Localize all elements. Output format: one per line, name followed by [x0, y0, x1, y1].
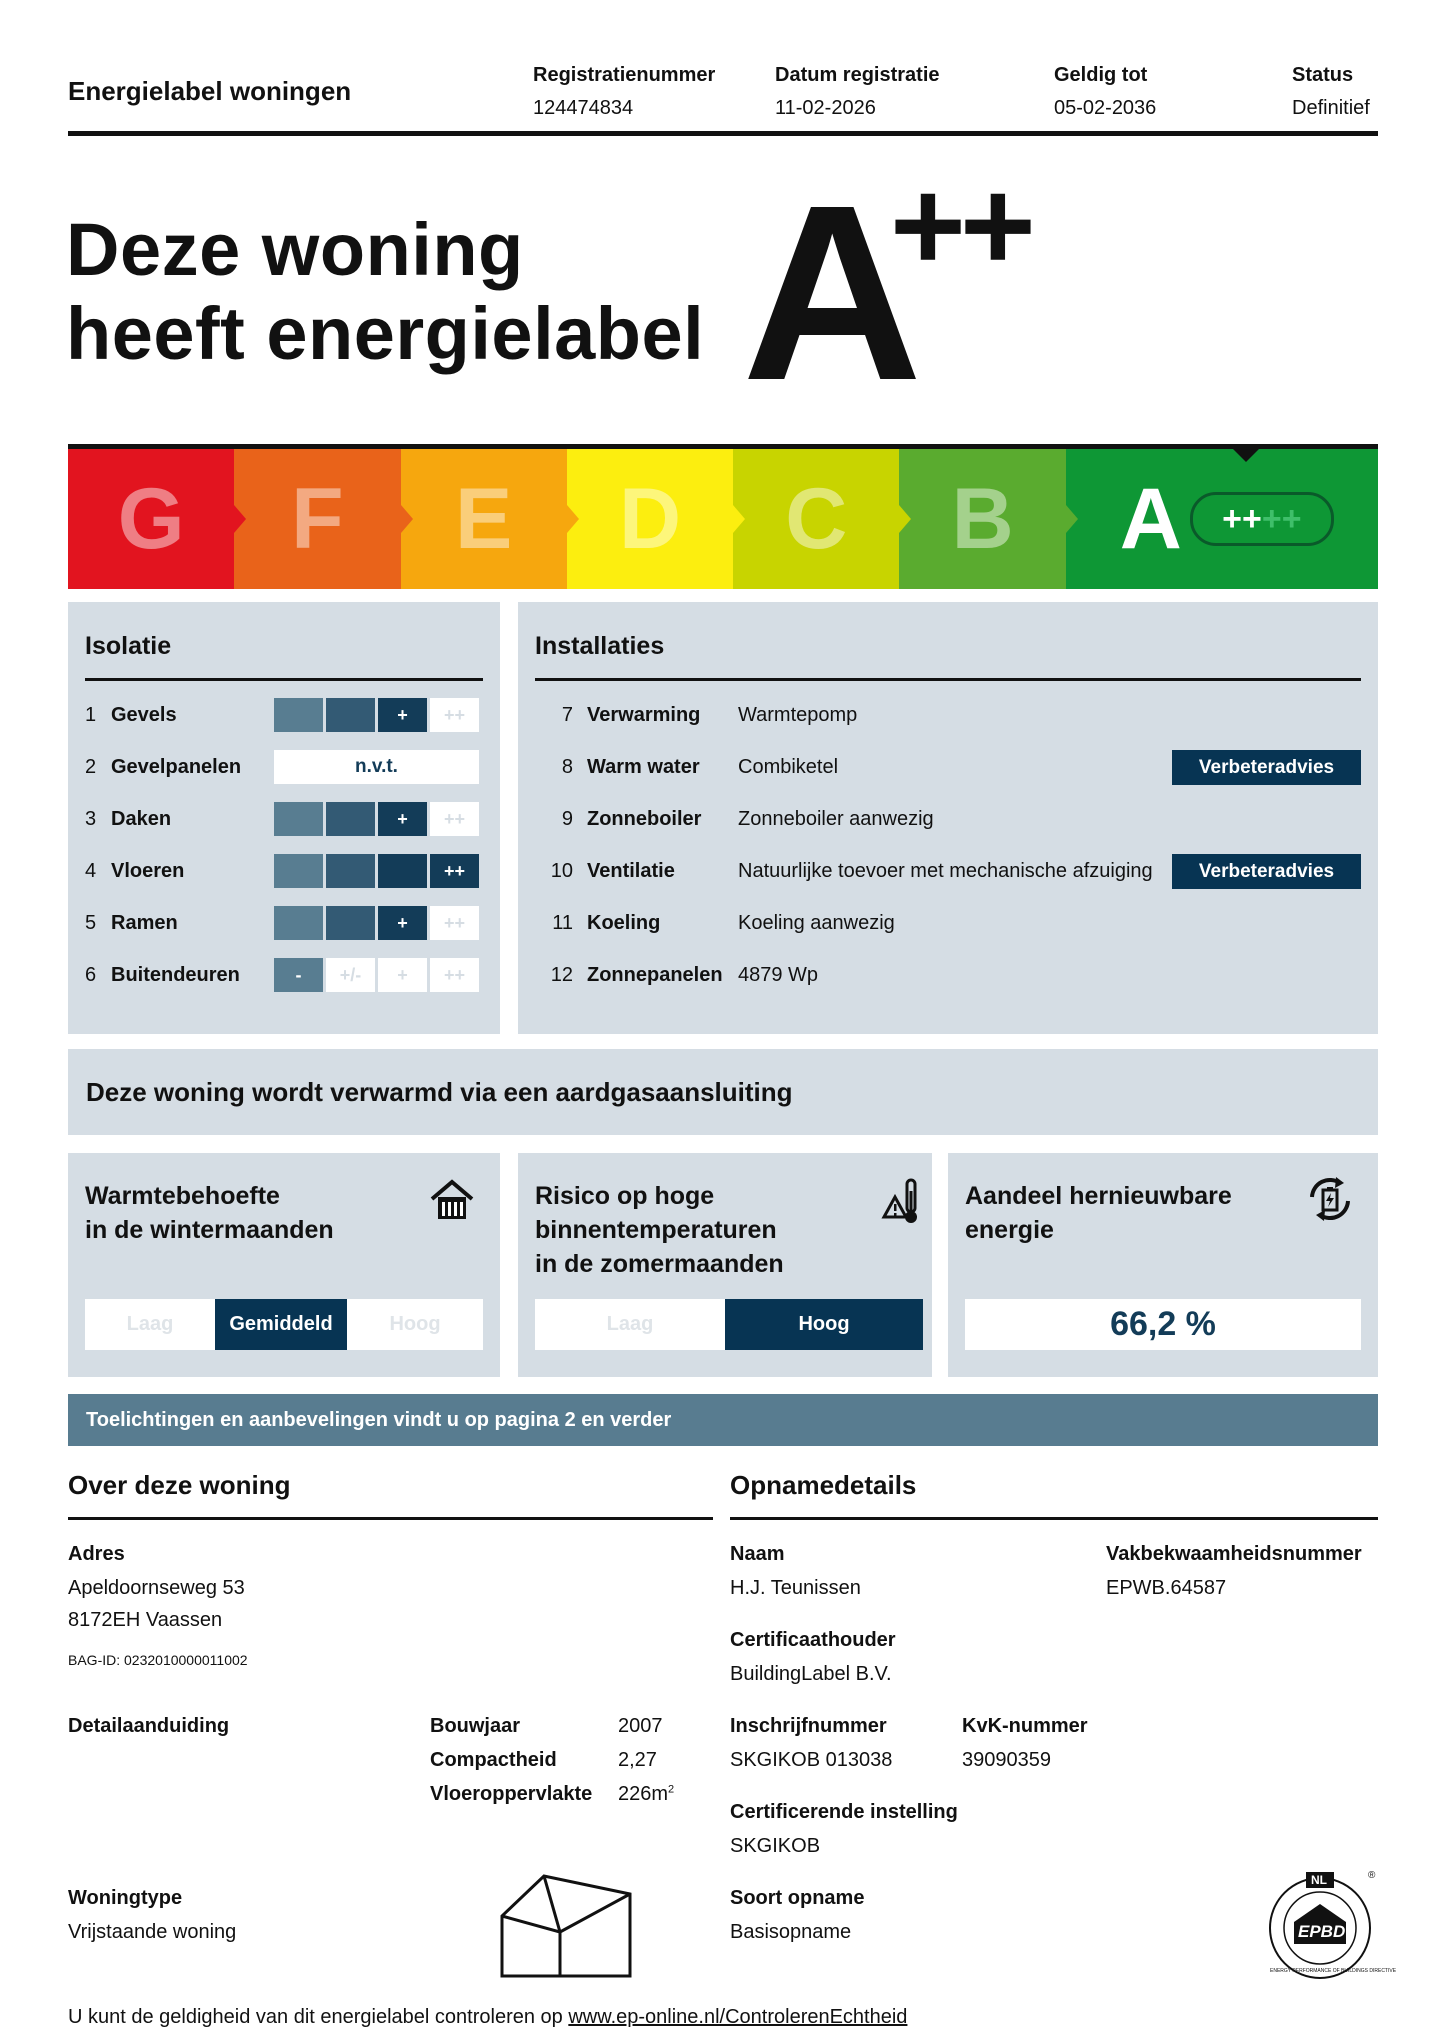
installatie-row — [535, 698, 700, 732]
scale-plus-inactive: ++ — [1261, 499, 1302, 538]
scale-segment-c: C — [733, 449, 899, 589]
scale-option-laag: Laag — [85, 1299, 215, 1350]
valid-block — [1054, 64, 1156, 120]
rating-box — [274, 698, 323, 732]
epbd-logo-ring-text: ENERGY PERFORMANCE OF BUILDINGS DIRECTIVE — [1270, 1968, 1397, 1974]
rating-boxes — [274, 906, 479, 940]
rating-box: + — [378, 802, 427, 836]
row-number: 6 — [85, 963, 97, 986]
kvk-value: 39090359 — [962, 1749, 1051, 1771]
gas-connection-banner — [68, 1049, 1378, 1135]
naam-value: H.J. Teunissen — [730, 1577, 861, 1599]
risico-scale — [535, 1299, 923, 1350]
isolatie-row — [85, 906, 178, 940]
row-value: Koeling aanwezig — [738, 911, 895, 934]
instelling-label: Certificerende instelling — [730, 1801, 958, 1823]
vloer-number: 226m — [618, 1783, 669, 1805]
hernieuwbaar-value: 66,2 % — [965, 1299, 1361, 1350]
rating-box: + — [378, 698, 427, 732]
detail-label: Detailaanduiding — [68, 1715, 230, 1737]
instelling-value: SKGIKOB — [730, 1835, 821, 1857]
scale-option-laag: Laag — [535, 1299, 725, 1350]
energy-scale — [68, 444, 1378, 589]
rating-boxes — [274, 958, 479, 992]
registration-label: Registratienummer — [533, 64, 716, 86]
epbd-logo-registered: ® — [1368, 1870, 1376, 1881]
rating-box — [326, 854, 375, 888]
rating-box — [274, 802, 323, 836]
epbd-logo — [1264, 1870, 1397, 1982]
row-name: Zonneboiler — [587, 807, 702, 830]
isolatie-title: Isolatie — [85, 632, 172, 660]
woning-title: Over deze woning — [68, 1470, 291, 1500]
header-rule — [68, 131, 1378, 136]
row-name: Daken — [111, 807, 172, 830]
vloeroppervlakte-label: Vloeroppervlakte — [430, 1783, 593, 1805]
vakbekwaamheid-label: Vakbekwaamheidsnummer — [1106, 1543, 1362, 1565]
rating-box — [274, 854, 323, 888]
scale-option-hoog: Hoog — [725, 1299, 923, 1350]
verbeteradvies-button[interactable]: Verbeteradvies — [1172, 750, 1361, 785]
gas-connection-text: Deze woning wordt verwarmd via een aardgasaansluiting — [86, 1077, 793, 1107]
installatie-row — [535, 750, 700, 784]
energy-label-plus: ++ — [890, 152, 1030, 298]
row-name: Ramen — [111, 911, 178, 934]
woningtype-label: Woningtype — [68, 1887, 183, 1909]
row-value: Combiketel — [738, 755, 839, 778]
installatie-row — [535, 906, 660, 940]
isolatie-row — [85, 958, 240, 992]
warmtebehoefte-title — [85, 1179, 334, 1247]
compactheid-value: 2,27 — [618, 1749, 657, 1771]
row-number: 2 — [85, 755, 97, 778]
opname-title: Opnamedetails — [730, 1470, 917, 1500]
row-value: Natuurlijke toevoer met mechanische afzuiging — [738, 859, 1153, 882]
row-name: Zonnepanelen — [587, 963, 723, 986]
title-line: in de wintermaanden — [85, 1216, 334, 1244]
house-heating-icon — [430, 1179, 474, 1221]
scale-segment-d: D — [567, 449, 733, 589]
installaties-title: Installaties — [535, 632, 665, 660]
thermometer-warning-icon — [880, 1177, 920, 1225]
vakbekwaamheid-value: EPWB.64587 — [1106, 1577, 1227, 1599]
valid-label: Geldig tot — [1054, 64, 1148, 86]
explanation-text: Toelichtingen en aanbevelingen vindt u op pagina 2 en verder — [86, 1409, 672, 1431]
soort-opname-value: Basisopname — [730, 1921, 852, 1943]
date-value: 11-02-2026 — [775, 97, 876, 119]
rating-box: +/- — [326, 958, 375, 992]
row-number: 10 — [550, 859, 573, 882]
row-name: Warm water — [587, 755, 700, 778]
row-number: 7 — [561, 703, 573, 726]
isolatie-row — [85, 750, 241, 784]
rating-box — [378, 854, 427, 888]
bouwjaar-label: Bouwjaar — [430, 1715, 521, 1737]
scale-segment-b: B — [899, 449, 1065, 589]
rating-box: + — [378, 958, 427, 992]
status-block — [1292, 64, 1370, 120]
bouwjaar-value: 2007 — [618, 1715, 663, 1737]
row-number: 8 — [561, 755, 573, 778]
row-number: 9 — [561, 807, 573, 830]
bag-id: BAG-ID: 0232010000011002 — [68, 1652, 248, 1668]
isolatie-row — [85, 698, 177, 732]
hernieuwbaar-panel — [948, 1153, 1378, 1377]
label-heading-line2: heeft energielabel — [66, 292, 705, 375]
title-line: Warmtebehoefte — [85, 1182, 280, 1210]
installatie-row — [535, 854, 675, 888]
title-line: Aandeel hernieuwbare — [965, 1182, 1232, 1210]
scale-segment-g: G — [68, 449, 234, 589]
risico-title — [535, 1179, 784, 1281]
detached-house-icon — [498, 1872, 634, 1980]
row-name: Ventilatie — [587, 859, 675, 882]
rating-box: ++ — [430, 802, 479, 836]
inschrijfnummer-label: Inschrijfnummer — [730, 1715, 887, 1737]
scale-option-gemiddeld: Gemiddeld — [215, 1299, 347, 1350]
rating-box: - — [274, 958, 323, 992]
label-heading-line1: Deze woning — [66, 208, 524, 291]
address-line2: 8172EH Vaassen — [68, 1609, 223, 1631]
installaties-panel — [518, 602, 1378, 1034]
installatie-row — [535, 802, 701, 836]
inschrijfnummer-value: SKGIKOB 013038 — [730, 1749, 893, 1771]
rating-boxes — [274, 854, 479, 888]
row-name: Buitendeuren — [111, 963, 240, 986]
footer-text — [68, 2006, 907, 2029]
naam-label: Naam — [730, 1543, 785, 1565]
scale-option-hoog: Hoog — [347, 1299, 483, 1350]
epbd-logo-text: EPBD — [1298, 1922, 1346, 1941]
installaties-rule — [535, 678, 1361, 681]
status-value: Definitief — [1292, 97, 1370, 119]
warmtebehoefte-panel — [68, 1153, 500, 1377]
rating-box — [326, 698, 375, 732]
row-number: 1 — [85, 703, 97, 726]
verbeteradvies-button[interactable]: Verbeteradvies — [1172, 854, 1361, 889]
rating-box: ++ — [430, 958, 479, 992]
scale-plus-pill — [1190, 492, 1334, 546]
row-number: 3 — [85, 807, 97, 830]
scale-segment-a-letter: A — [1119, 470, 1182, 567]
document-title: Energielabel woningen — [68, 76, 352, 106]
row-name: Vloeren — [111, 859, 185, 882]
row-number: 4 — [85, 859, 97, 882]
row-number: 5 — [85, 911, 97, 934]
isolatie-row — [85, 802, 171, 836]
registration-block — [533, 64, 715, 120]
rating-boxes — [274, 802, 479, 836]
row-name: Verwarming — [587, 703, 701, 726]
status-label: Status — [1292, 64, 1354, 86]
explanation-banner — [68, 1394, 1378, 1446]
title-line: energie — [965, 1216, 1054, 1244]
rating-box — [274, 906, 323, 940]
row-name: Gevels — [111, 703, 177, 726]
row-number: 12 — [550, 963, 573, 986]
not-applicable-box: n.v.t. — [274, 750, 479, 784]
epbd-logo-nl: NL — [1311, 1873, 1327, 1887]
row-name: Koeling — [587, 911, 661, 934]
opname-rule — [730, 1517, 1378, 1520]
scale-segment-f: F — [234, 449, 400, 589]
rating-boxes — [274, 750, 479, 784]
rating-box — [326, 802, 375, 836]
compactheid-label: Compactheid — [430, 1749, 557, 1771]
row-number: 11 — [552, 911, 573, 934]
certificaathouder-value: BuildingLabel B.V. — [730, 1663, 892, 1685]
vloeroppervlakte-value — [618, 1783, 674, 1806]
kvk-label: KvK-nummer — [962, 1715, 1088, 1737]
isolatie-row — [85, 854, 184, 888]
woningtype-value: Vrijstaande woning — [68, 1921, 237, 1943]
rating-box: ++ — [430, 906, 479, 940]
woning-rule — [68, 1517, 713, 1520]
title-line: binnentemperaturen — [535, 1216, 777, 1244]
rating-box — [326, 906, 375, 940]
hernieuwbaar-title — [965, 1179, 1232, 1247]
installatie-row — [535, 958, 723, 992]
energy-label-letter: A — [742, 153, 923, 432]
label-heading — [66, 208, 704, 376]
warmtebehoefte-scale — [85, 1299, 483, 1350]
rating-box: + — [378, 906, 427, 940]
soort-opname-label: Soort opname — [730, 1887, 865, 1909]
isolatie-panel — [68, 602, 500, 1034]
certificaathouder-label: Certificaathouder — [730, 1629, 896, 1651]
row-value: Zonneboiler aanwezig — [738, 807, 934, 830]
rating-box: ++ — [430, 854, 479, 888]
scale-segment-a — [1066, 449, 1378, 589]
rating-boxes — [274, 698, 479, 732]
registration-value: 124474834 — [533, 97, 634, 119]
renewable-energy-icon — [1302, 1171, 1358, 1227]
rating-box: ++ — [430, 698, 479, 732]
row-value: 4879 Wp — [738, 963, 819, 986]
row-name: Gevelpanelen — [111, 755, 242, 778]
date-block — [775, 64, 940, 120]
vloer-unit: 2 — [668, 1783, 675, 1796]
isolatie-rule — [85, 678, 483, 681]
scale-pointer — [1228, 444, 1264, 462]
title-line: in de zomermaanden — [535, 1250, 784, 1278]
row-value: Warmtepomp — [738, 703, 858, 726]
valid-value: 05-02-2036 — [1054, 97, 1157, 119]
footer-sentence: U kunt de geldigheid van dit energielabel controleren op — [68, 2006, 569, 2028]
address-label: Adres — [68, 1543, 125, 1565]
scale-plus-active: ++ — [1222, 499, 1262, 538]
title-line: Risico op hoge — [535, 1182, 715, 1210]
date-label: Datum registratie — [775, 64, 940, 86]
address-line1: Apeldoornseweg 53 — [68, 1577, 245, 1599]
risico-panel — [518, 1153, 932, 1377]
verification-link[interactable]: www.ep-online.nl/ControlerenEchtheid — [568, 2006, 908, 2028]
scale-segment-e: E — [401, 449, 567, 589]
